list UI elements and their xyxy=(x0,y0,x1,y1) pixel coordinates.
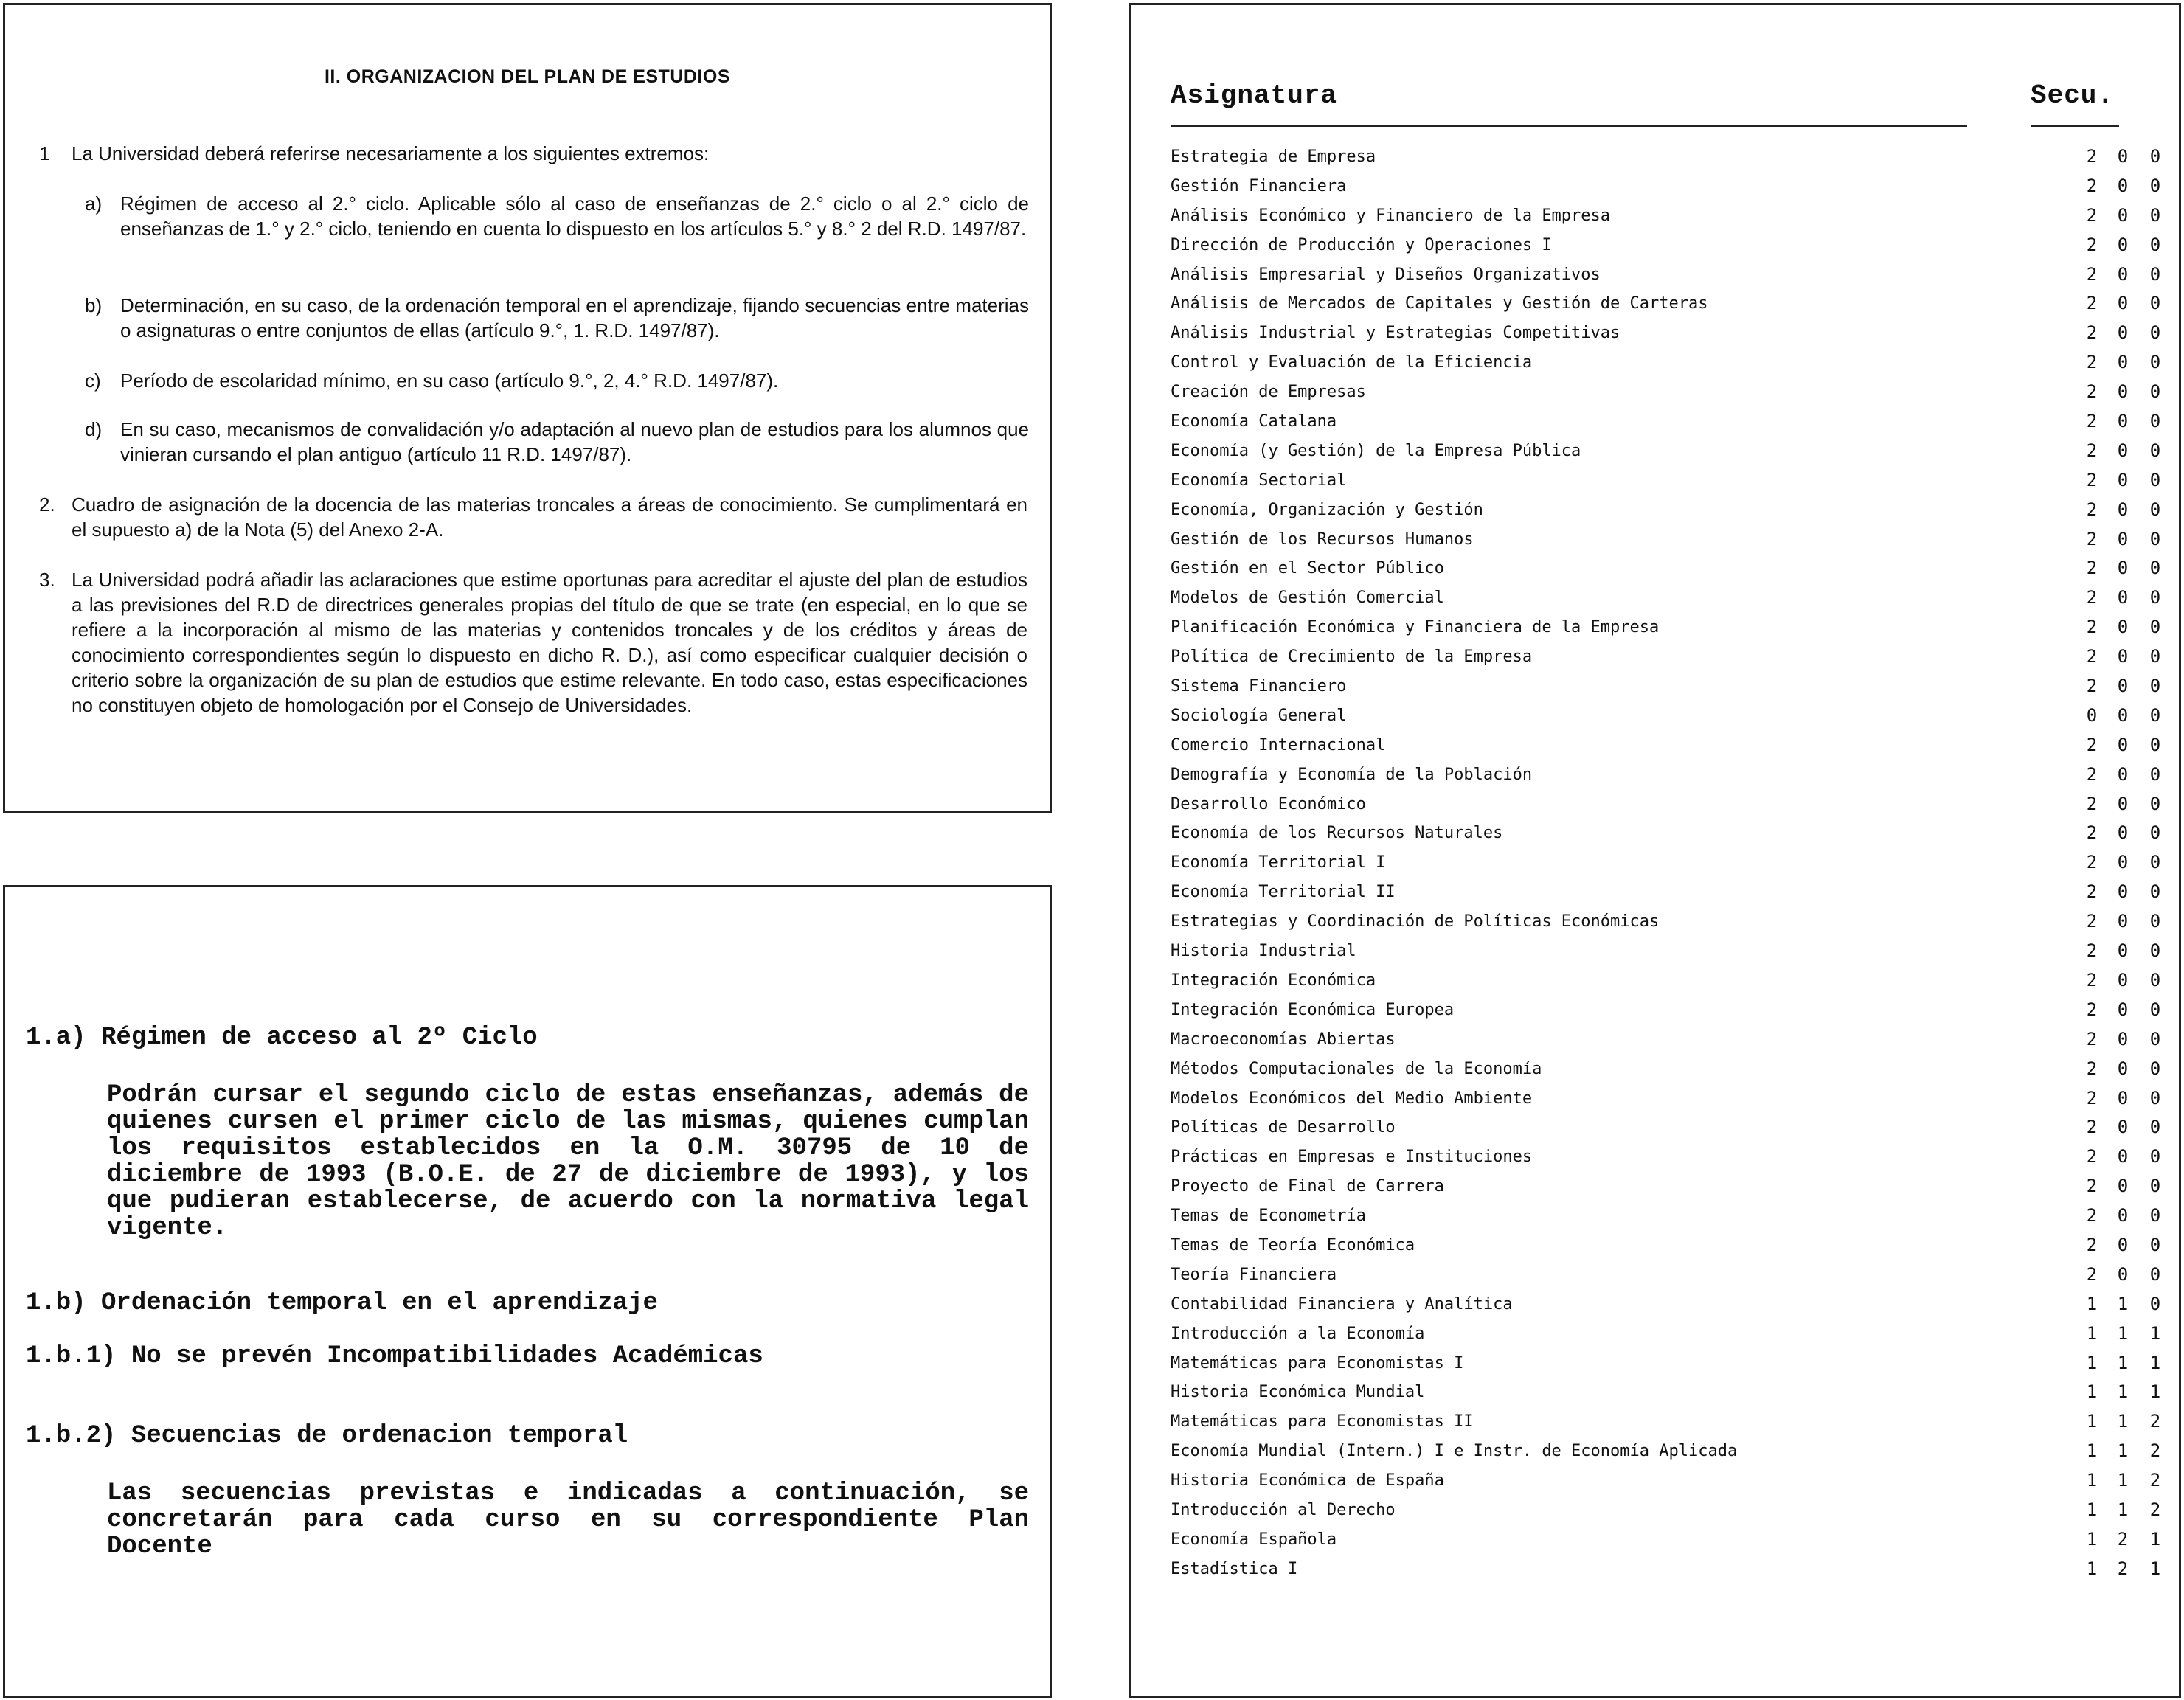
secuencia-value-1: 2 xyxy=(2086,1087,2098,1109)
secuencia-value-1: 1 xyxy=(2086,1322,2098,1344)
secuencia-value-1: 2 xyxy=(2086,646,2098,667)
secuencia-value-2: 0 xyxy=(2117,763,2129,785)
secuencia-value-1: 2 xyxy=(2086,1176,2098,1197)
org-item-1-number: 1 xyxy=(39,142,50,164)
secuencia-value-2: 1 xyxy=(2117,1440,2129,1462)
secuencia-value-2: 0 xyxy=(2117,146,2129,167)
secuencia-value-2: 0 xyxy=(2117,411,2129,432)
secuencia-value-2: 0 xyxy=(2117,558,2129,579)
table-row xyxy=(1171,996,2174,1025)
org-item-3-number: 3. xyxy=(39,569,55,591)
secuencia-value-3: 0 xyxy=(2149,1087,2161,1109)
table-row xyxy=(1171,819,2174,848)
asignatura-name: Introducción a la Economía xyxy=(1171,1324,1425,1343)
secuencia-value-1: 2 xyxy=(2086,1028,2098,1050)
secuencia-value-1: 2 xyxy=(2086,999,2098,1020)
table-row xyxy=(1171,731,2174,760)
secuencia-value-2: 0 xyxy=(2117,852,2129,873)
table-row xyxy=(1171,1349,2174,1378)
secuencia-value-1: 1 xyxy=(2086,1411,2098,1432)
org-sub-c xyxy=(85,368,1029,393)
secuencia-value-1: 2 xyxy=(2086,263,2098,285)
asignatura-name: Economía Catalana xyxy=(1171,412,1337,431)
table-row xyxy=(1171,407,2174,437)
header-secu: Secu. xyxy=(2031,80,2115,111)
asignatura-name: Análisis de Mercados de Capitales y Gestión de Carteras xyxy=(1171,294,1708,313)
secuencia-value-2: 0 xyxy=(2117,1058,2129,1079)
table-row xyxy=(1171,642,2174,672)
secuencia-value-2: 0 xyxy=(2117,676,2129,697)
secuencia-value-1: 2 xyxy=(2086,146,2098,167)
secuencia-value-3: 0 xyxy=(2149,1117,2161,1138)
asignatura-name: Economía Mundial (Intern.) I e Instr. de Economía Aplicada xyxy=(1171,1442,1738,1461)
secuencia-value-3: 1 xyxy=(2149,1352,2161,1373)
table-row xyxy=(1171,1496,2174,1525)
secuencia-value-3: 2 xyxy=(2149,1470,2161,1491)
secuencia-value-1: 2 xyxy=(2086,469,2098,490)
table-row xyxy=(1171,1319,2174,1349)
table-row xyxy=(1171,1260,2174,1290)
secuencia-value-1: 2 xyxy=(2086,822,2098,844)
secuencia-value-3: 0 xyxy=(2149,352,2161,373)
asignatura-name: Integración Económica xyxy=(1171,971,1376,990)
table-row xyxy=(1171,231,2174,260)
secuencia-value-1: 2 xyxy=(2086,381,2098,403)
secuencia-value-3: 0 xyxy=(2149,587,2161,608)
asignatura-name: Análisis Económico y Financiero de la Empresa xyxy=(1171,206,1611,225)
secuencia-value-3: 0 xyxy=(2149,1058,2161,1079)
secuencia-value-2: 0 xyxy=(2117,440,2129,461)
org-sub-d xyxy=(85,417,1029,467)
secuencia-value-2: 0 xyxy=(2117,322,2129,344)
secuencia-value-1: 1 xyxy=(2086,1558,2098,1579)
secuencia-value-2: 0 xyxy=(2117,175,2129,196)
secuencia-value-1: 0 xyxy=(2086,704,2098,726)
table-row xyxy=(1171,1290,2174,1319)
asignatura-name: Integración Económica Europea xyxy=(1171,1000,1455,1019)
asignatura-name: Matemáticas para Economistas I xyxy=(1171,1353,1464,1373)
secuencia-value-2: 0 xyxy=(2117,999,2129,1020)
org-sub-d-text: En su caso, mecanismos de convalidación y/o adaptación al nuevo plan de estudios para los alumnos que vinieran cursando el plan antiguo (artículo 11 R.D. 1497/87). xyxy=(120,418,1029,465)
table-row xyxy=(1171,848,2174,878)
secuencia-value-2: 0 xyxy=(2117,1028,2129,1050)
secuencia-value-2: 0 xyxy=(2117,1234,2129,1255)
secuencia-value-3: 1 xyxy=(2149,1322,2161,1344)
asignatura-name: Economía Territorial II xyxy=(1171,883,1396,902)
secuencia-value-1: 1 xyxy=(2086,1528,2098,1550)
secuencia-value-2: 0 xyxy=(2117,1263,2129,1285)
secuencia-value-3: 0 xyxy=(2149,322,2161,344)
asignatura-name: Economía Territorial I xyxy=(1171,853,1386,872)
secuencia-value-3: 0 xyxy=(2149,146,2161,167)
secuencia-value-2: 0 xyxy=(2117,704,2129,726)
secuencia-value-3: 0 xyxy=(2149,822,2161,844)
secuencia-value-3: 0 xyxy=(2149,704,2161,726)
table-row xyxy=(1171,907,2174,937)
secuencia-value-2: 0 xyxy=(2117,263,2129,285)
org-item-3-text: La Universidad podrá añadir las aclaraciones que estime oportunas para acreditar el ajuste del plan de estudios a las previsiones del R.D de directrices generales propias del título de que se trate (en especial, en lo que se refiere a la incorporación al mismo de las materias y contenidos troncales y de los créditos y áreas de conocimiento correspondientes según lo dispuesto en dicho R. D.), así como especificar cualquier decisión o criterio sobre la organización de su plan de estudios que estime relevante. En todo caso, estas especificaciones no constituyen objeto de homologación por el Consejo de Universidades. xyxy=(72,569,1027,716)
secuencia-value-2: 0 xyxy=(2117,617,2129,638)
secuencia-value-3: 0 xyxy=(2149,793,2161,814)
secuencia-value-3: 0 xyxy=(2149,1028,2161,1050)
org-sub-b-text: Determinación, en su caso, de la ordenación temporal en el aprendizaje, fijando secuencias entre materias o asignaturas o entre conjuntos de ellas (artículo 9.°, 1. R.D. 1497/87). xyxy=(120,294,1029,341)
asignatura-name: Modelos de Gestión Comercial xyxy=(1171,589,1444,608)
secuencia-value-2: 0 xyxy=(2117,234,2129,255)
asignatura-name: Gestión Financiera xyxy=(1171,176,1347,195)
secuencia-value-3: 0 xyxy=(2149,999,2161,1020)
table-row xyxy=(1171,496,2174,525)
asignatura-name: Gestión en el Sector Público xyxy=(1171,559,1444,578)
org-item-2 xyxy=(39,492,1027,542)
secuencia-value-2: 0 xyxy=(2117,911,2129,932)
secuencia-value-3: 0 xyxy=(2149,852,2161,873)
secuencia-value-1: 2 xyxy=(2086,940,2098,962)
asignatura-name: Análisis Empresarial y Diseños Organizativos xyxy=(1171,265,1601,284)
asignatura-name: Economía Española xyxy=(1171,1530,1337,1549)
secuencia-value-2: 2 xyxy=(2117,1558,2129,1579)
secuencia-value-3: 0 xyxy=(2149,263,2161,285)
secuencia-value-2: 0 xyxy=(2117,204,2129,226)
table-row xyxy=(1171,437,2174,466)
secuencia-value-3: 0 xyxy=(2149,411,2161,432)
org-sub-d-letter: d) xyxy=(85,418,103,440)
secuencia-value-1: 2 xyxy=(2086,1234,2098,1255)
org-sub-b xyxy=(85,293,1029,343)
org-sub-c-letter: c) xyxy=(85,370,101,392)
org-item-1 xyxy=(39,141,1027,166)
table-row xyxy=(1171,1142,2174,1172)
secuencia-value-1: 1 xyxy=(2086,1440,2098,1462)
secuencia-value-3: 0 xyxy=(2149,1146,2161,1168)
secuencia-value-1: 2 xyxy=(2086,793,2098,814)
secuencia-value-1: 2 xyxy=(2086,881,2098,903)
secuencia-value-1: 1 xyxy=(2086,1499,2098,1520)
asignatura-name: Introducción al Derecho xyxy=(1171,1500,1396,1519)
secuencia-value-1: 2 xyxy=(2086,734,2098,755)
asignatura-name: Economía, Organización y Gestión xyxy=(1171,500,1483,519)
asignatura-name: Estrategia de Empresa xyxy=(1171,148,1376,166)
asignatura-name: Creación de Empresas xyxy=(1171,383,1366,402)
secuencia-value-1: 2 xyxy=(2086,440,2098,461)
secuencia-value-2: 1 xyxy=(2117,1411,2129,1432)
secuencia-value-2: 0 xyxy=(2117,587,2129,608)
table-row xyxy=(1171,554,2174,583)
org-item-1-text: La Universidad deberá referirse necesariamente a los siguientes extremos: xyxy=(72,142,710,164)
asignatura-name: Economía de los Recursos Naturales xyxy=(1171,824,1503,843)
secuencia-value-3: 0 xyxy=(2149,558,2161,579)
asignatura-name: Modelos Económicos del Medio Ambiente xyxy=(1171,1089,1533,1108)
secuencia-value-1: 2 xyxy=(2086,204,2098,226)
table-row xyxy=(1171,525,2174,555)
table-row xyxy=(1171,613,2174,642)
asignatura-name: Prácticas en Empresas e Instituciones xyxy=(1171,1148,1533,1167)
table-row xyxy=(1171,142,2174,172)
secuencia-value-3: 0 xyxy=(2149,1176,2161,1197)
org-sub-a-text: Régimen de acceso al 2.° ciclo. Aplicable sólo al caso de enseñanzas de 2.° ciclo o al 2.° ciclo de enseñanzas de 1.° y 2.° ciclo, teniendo en cuenta lo dispuesto en los artículos 5.° y 8.° 2 del R.D. 1497/87. xyxy=(120,192,1029,240)
org-sub-a xyxy=(85,191,1029,241)
table-row xyxy=(1171,172,2174,201)
secuencia-value-2: 0 xyxy=(2117,734,2129,755)
secuencia-value-1: 2 xyxy=(2086,1117,2098,1138)
table-row xyxy=(1171,1084,2174,1114)
secuencia-value-3: 0 xyxy=(2149,528,2161,549)
secuencia-value-2: 1 xyxy=(2117,1352,2129,1373)
table-row xyxy=(1171,260,2174,290)
secuencia-value-3: 0 xyxy=(2149,676,2161,697)
secuencia-value-1: 2 xyxy=(2086,499,2098,520)
secuencia-value-1: 1 xyxy=(2086,1293,2098,1314)
secuencia-value-2: 0 xyxy=(2117,1176,2129,1197)
secuencia-value-3: 1 xyxy=(2149,1558,2161,1579)
secuencia-value-3: 0 xyxy=(2149,499,2161,520)
table-row xyxy=(1171,289,2174,319)
secuencia-value-2: 1 xyxy=(2117,1322,2129,1344)
table-row xyxy=(1171,1201,2174,1231)
paragraph-1b2: Las secuencias previstas e indicadas a continuación, se concretarán para cada curso en su correspondiente Plan Docente xyxy=(107,1479,1029,1561)
asignatura-name: Desarrollo Económico xyxy=(1171,794,1366,813)
secuencia-value-2: 0 xyxy=(2117,293,2129,314)
organizacion-panel xyxy=(3,3,1052,813)
secuencia-value-2: 2 xyxy=(2117,1528,2129,1550)
table-row xyxy=(1171,966,2174,996)
secuencia-value-2: 0 xyxy=(2117,822,2129,844)
secuencia-value-2: 1 xyxy=(2117,1293,2129,1314)
asignatura-name: Historia Económica Mundial xyxy=(1171,1383,1425,1402)
secuencia-value-3: 0 xyxy=(2149,911,2161,932)
org-sub-b-letter: b) xyxy=(85,294,103,316)
asignatura-name: Gestión de los Recursos Humanos xyxy=(1171,530,1474,549)
table-row xyxy=(1171,1172,2174,1201)
asignatura-name: Teoría Financiera xyxy=(1171,1265,1337,1284)
secuencia-value-2: 0 xyxy=(2117,1146,2129,1168)
table-row xyxy=(1171,1437,2174,1466)
secuencia-value-3: 0 xyxy=(2149,940,2161,962)
paragraph-1a: Podrán cursar el segundo ciclo de estas enseñanzas, además de quienes cursen el primer ciclo de las mismas, quienes cumplan los requisitos establecidos en la O.M. 30795 de 10 de diciembre de 1993 (B.O.E. de 27 de diciembre de 1993), y los que pudieran establecerse, de acuerdo con la normativa legal vigente. xyxy=(107,1081,1029,1242)
heading-1a: 1.a) Régimen de acceso al 2º Ciclo xyxy=(26,1024,538,1052)
secuencia-value-2: 0 xyxy=(2117,499,2129,520)
secuencia-value-1: 1 xyxy=(2086,1470,2098,1491)
secuencia-value-2: 0 xyxy=(2117,1205,2129,1227)
secuencia-value-1: 2 xyxy=(2086,293,2098,314)
secuencia-value-3: 0 xyxy=(2149,1293,2161,1314)
secuencia-value-3: 2 xyxy=(2149,1411,2161,1432)
secuencia-value-2: 0 xyxy=(2117,969,2129,990)
table-row xyxy=(1171,1466,2174,1496)
secuencia-value-3: 0 xyxy=(2149,881,2161,903)
secuencia-value-2: 1 xyxy=(2117,1470,2129,1491)
table-row xyxy=(1171,201,2174,231)
asignatura-name: Sociología General xyxy=(1171,706,1347,725)
secuencia-value-3: 0 xyxy=(2149,734,2161,755)
secuencia-value-2: 1 xyxy=(2117,1381,2129,1403)
asignatura-name: Estrategias y Coordinación de Políticas Económicas xyxy=(1171,912,1660,931)
asignatura-name: Estadística I xyxy=(1171,1559,1298,1578)
secuencia-value-2: 0 xyxy=(2117,528,2129,549)
asignatura-name: Economía Sectorial xyxy=(1171,471,1347,490)
org-item-2-text: Cuadro de asignación de la docencia de las materias troncales a áreas de conocimiento. Se cumplimentará en el supuesto a) de la Nota (5) del Anexo 2-A. xyxy=(72,493,1027,541)
table-row xyxy=(1171,790,2174,819)
asignatura-name: Historia Económica de España xyxy=(1171,1471,1444,1491)
asignatura-name: Políticas de Desarrollo xyxy=(1171,1118,1396,1137)
secuencia-value-1: 2 xyxy=(2086,852,2098,873)
header-rule-asignatura xyxy=(1171,125,1967,127)
header-asignatura: Asignatura xyxy=(1171,80,1338,111)
secuencias-panel xyxy=(3,885,1052,1698)
asignatura-name: Temas de Teoría Económica xyxy=(1171,1235,1415,1255)
secuencia-value-3: 2 xyxy=(2149,1440,2161,1462)
asignatura-name: Control y Evaluación de la Eficiencia xyxy=(1171,353,1533,372)
heading-1b: 1.b) Ordenación temporal en el aprendizaje xyxy=(26,1289,658,1317)
secuencia-value-3: 0 xyxy=(2149,617,2161,638)
secuencia-value-1: 2 xyxy=(2086,1205,2098,1227)
secuencia-value-3: 0 xyxy=(2149,763,2161,785)
secuencia-value-2: 0 xyxy=(2117,881,2129,903)
asignatura-name: Planificación Económica y Financiera de la Empresa xyxy=(1171,618,1660,637)
secuencia-value-1: 2 xyxy=(2086,911,2098,932)
table-row xyxy=(1171,378,2174,407)
secuencia-value-3: 0 xyxy=(2149,440,2161,461)
header-rule-secu xyxy=(2031,125,2119,127)
secuencia-value-1: 2 xyxy=(2086,763,2098,785)
heading-1b1: 1.b.1) No se prevén Incompatibilidades Académicas xyxy=(26,1342,763,1370)
table-row xyxy=(1171,1231,2174,1260)
secuencia-value-2: 0 xyxy=(2117,381,2129,403)
secuencia-value-2: 0 xyxy=(2117,940,2129,962)
secuencia-value-2: 1 xyxy=(2117,1499,2129,1520)
secuencia-value-1: 2 xyxy=(2086,676,2098,697)
secuencia-value-1: 2 xyxy=(2086,558,2098,579)
secuencia-value-1: 2 xyxy=(2086,528,2098,549)
secuencia-value-1: 2 xyxy=(2086,969,2098,990)
secuencia-value-3: 0 xyxy=(2149,969,2161,990)
asignatura-name: Contabilidad Financiera y Analítica xyxy=(1171,1294,1513,1314)
secuencia-value-1: 2 xyxy=(2086,352,2098,373)
secuencia-value-3: 0 xyxy=(2149,234,2161,255)
asignatura-name: Economía (y Gestión) de la Empresa Pública xyxy=(1171,441,1581,460)
table-row xyxy=(1171,1525,2174,1555)
secuencia-value-1: 1 xyxy=(2086,1381,2098,1403)
secuencia-value-3: 0 xyxy=(2149,646,2161,667)
secuencia-value-3: 1 xyxy=(2149,1528,2161,1550)
asignatura-name: Comercio Internacional xyxy=(1171,735,1386,754)
secuencia-value-2: 0 xyxy=(2117,646,2129,667)
secuencia-value-3: 0 xyxy=(2149,1205,2161,1227)
secuencia-value-2: 0 xyxy=(2117,469,2129,490)
org-sub-a-letter: a) xyxy=(85,192,103,215)
org-sub-c-text: Período de escolaridad mínimo, en su caso (artículo 9.°, 2, 4.° R.D. 1497/87). xyxy=(120,370,779,392)
asignatura-name: Matemáticas para Economistas II xyxy=(1171,1412,1474,1432)
table-row xyxy=(1171,1555,2174,1584)
secuencia-value-1: 1 xyxy=(2086,1352,2098,1373)
asignatura-name: Demografía y Economía de la Población xyxy=(1171,765,1533,784)
secuencia-value-3: 0 xyxy=(2149,293,2161,314)
secuencia-value-3: 0 xyxy=(2149,175,2161,196)
asignatura-name: Sistema Financiero xyxy=(1171,677,1347,696)
asignaturas-rows xyxy=(1171,142,2174,1584)
secuencia-value-1: 2 xyxy=(2086,617,2098,638)
asignatura-name: Macroeconomías Abiertas xyxy=(1171,1030,1396,1049)
table-row xyxy=(1171,1113,2174,1142)
secuencia-value-3: 0 xyxy=(2149,1234,2161,1255)
secuencia-value-3: 0 xyxy=(2149,381,2161,403)
secuencia-value-2: 0 xyxy=(2117,352,2129,373)
secuencia-value-1: 2 xyxy=(2086,1146,2098,1168)
secuencia-value-1: 2 xyxy=(2086,411,2098,432)
secuencia-value-2: 0 xyxy=(2117,793,2129,814)
asignatura-name: Métodos Computacionales de la Economía xyxy=(1171,1059,1542,1078)
asignatura-name: Dirección de Producción y Operaciones I xyxy=(1171,235,1552,254)
table-row xyxy=(1171,466,2174,496)
asignatura-name: Proyecto de Final de Carrera xyxy=(1171,1177,1444,1196)
table-row xyxy=(1171,760,2174,790)
secuencia-value-3: 2 xyxy=(2149,1499,2161,1520)
secuencia-value-1: 2 xyxy=(2086,175,2098,196)
table-row xyxy=(1171,1407,2174,1437)
table-row xyxy=(1171,672,2174,701)
table-row xyxy=(1171,583,2174,613)
table-row xyxy=(1171,348,2174,378)
table-row xyxy=(1171,937,2174,966)
secuencia-value-3: 0 xyxy=(2149,1263,2161,1285)
organizacion-title: II. ORGANIZACION DEL PLAN DE ESTUDIOS xyxy=(324,66,731,87)
table-row xyxy=(1171,1378,2174,1407)
secuencia-value-1: 2 xyxy=(2086,587,2098,608)
secuencia-value-2: 0 xyxy=(2117,1087,2129,1109)
secuencia-value-3: 0 xyxy=(2149,204,2161,226)
secuencia-value-1: 2 xyxy=(2086,1263,2098,1285)
secuencia-value-1: 2 xyxy=(2086,234,2098,255)
secuencia-value-1: 2 xyxy=(2086,322,2098,344)
asignatura-name: Política de Crecimiento de la Empresa xyxy=(1171,648,1533,667)
asignatura-name: Historia Industrial xyxy=(1171,942,1356,961)
asignatura-name: Temas de Econometría xyxy=(1171,1207,1366,1226)
secuencia-value-3: 1 xyxy=(2149,1381,2161,1403)
table-row xyxy=(1171,1025,2174,1055)
secuencia-value-3: 0 xyxy=(2149,469,2161,490)
org-item-2-number: 2. xyxy=(39,493,55,516)
heading-1b2: 1.b.2) Secuencias de ordenacion temporal xyxy=(26,1422,628,1450)
org-item-3 xyxy=(39,567,1027,718)
asignaturas-table-panel xyxy=(1129,3,2181,1698)
table-row xyxy=(1171,878,2174,907)
table-row xyxy=(1171,1055,2174,1084)
table-row xyxy=(1171,319,2174,348)
secuencia-value-1: 2 xyxy=(2086,1058,2098,1079)
table-row xyxy=(1171,701,2174,731)
asignatura-name: Análisis Industrial y Estrategias Competitivas xyxy=(1171,324,1620,343)
secuencia-value-2: 0 xyxy=(2117,1117,2129,1138)
